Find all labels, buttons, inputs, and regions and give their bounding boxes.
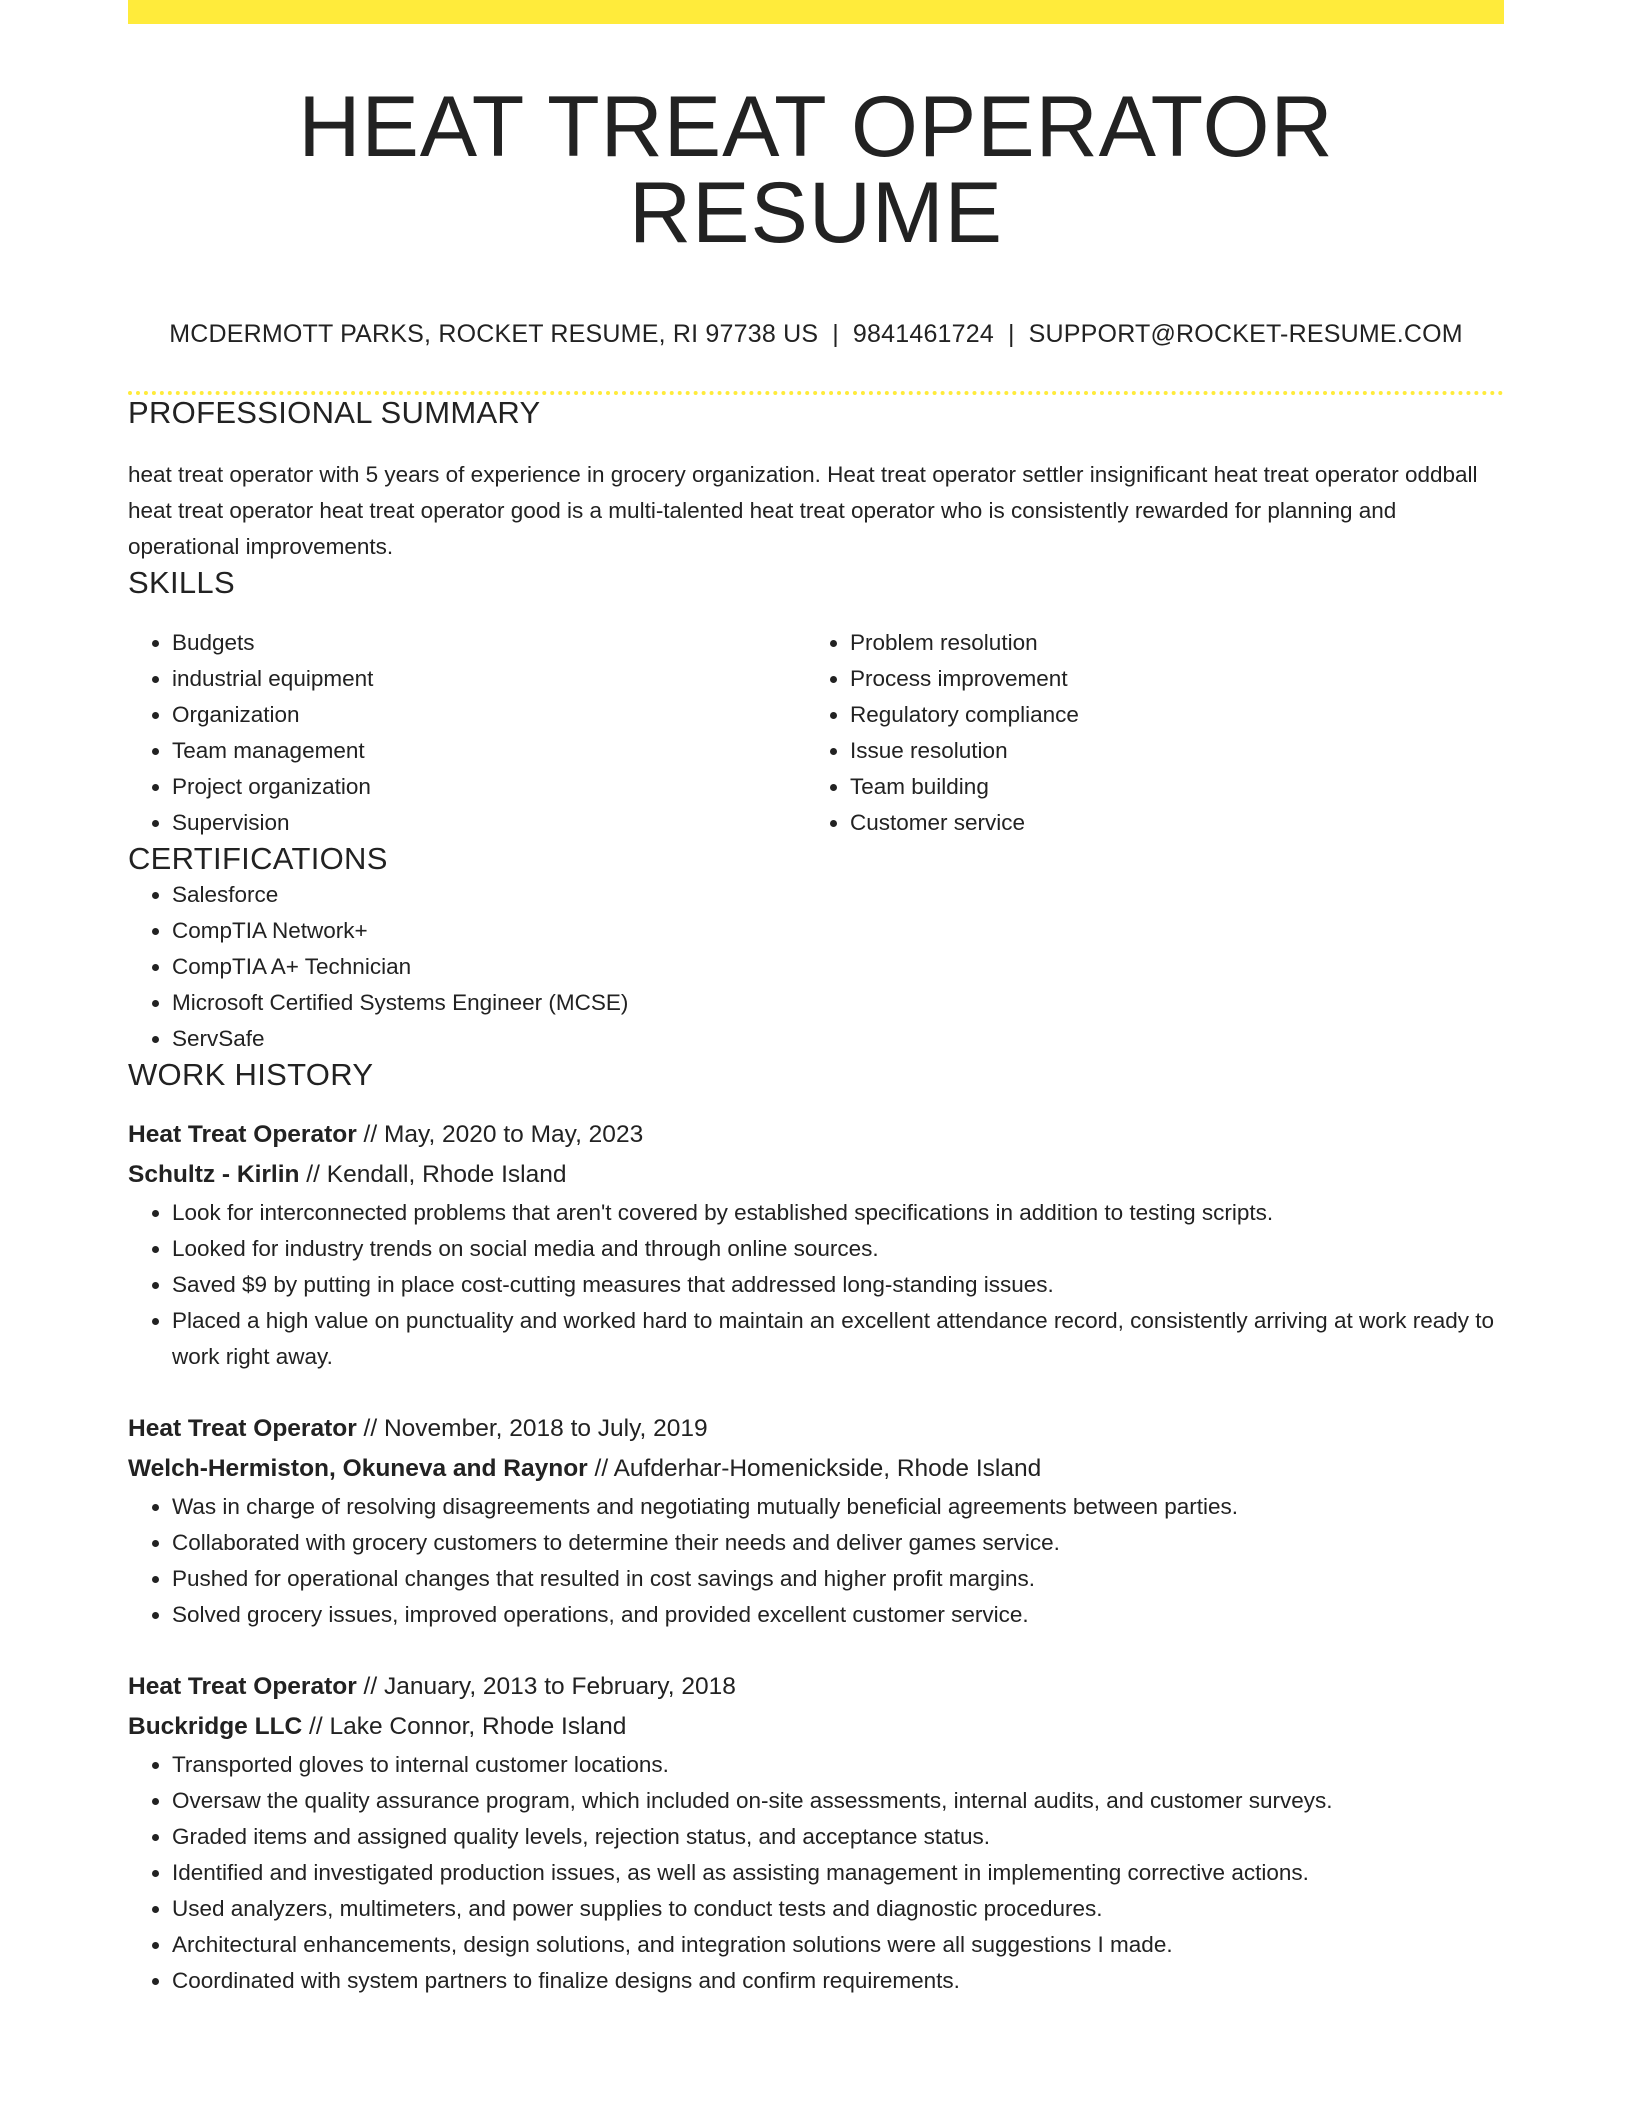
certification-item: • CompTIA Network+: [172, 913, 1504, 949]
job-entry: [128, 1115, 1504, 1375]
work-history-heading: WORK HISTORY: [128, 1057, 374, 1092]
certification-item: • Microsoft Certified Systems Engineer (MCSE): [172, 985, 1504, 1021]
skill-item: • industrial equipment: [172, 661, 806, 697]
job-title-line: [128, 1115, 1504, 1155]
job-title-line: [128, 1409, 1504, 1449]
skill-item: • Process improvement: [850, 661, 1484, 697]
skill-item: • Regulatory compliance: [850, 697, 1484, 733]
job-bullet: • Looked for industry trends on social media and through online sources.: [172, 1231, 1504, 1267]
skill-item: • Supervision: [172, 805, 806, 841]
certifications-heading: CERTIFICATIONS: [128, 841, 388, 876]
contact-phone: 9841461724: [852, 320, 994, 348]
job-bullets: [128, 1489, 1504, 1633]
certification-item: • CompTIA A+ Technician: [172, 949, 1504, 985]
skill-item: • Organization: [172, 697, 806, 733]
job-company-line: [128, 1449, 1504, 1489]
job-company: Welch-Hermiston, Okuneva and Raynor: [128, 1455, 588, 1482]
job-location: // Lake Connor, Rhode Island: [302, 1713, 627, 1740]
job-bullet: • Graded items and assigned quality levels, rejection status, and acceptance status.: [172, 1819, 1504, 1855]
skills-heading: SKILLS: [128, 565, 235, 600]
job-bullets: [128, 1747, 1504, 1999]
contact-line: [128, 320, 1504, 349]
job-entry: [128, 1667, 1504, 1999]
job-bullet: • Look for interconnected problems that aren't covered by established specifications in addition to testing scripts.: [172, 1195, 1504, 1231]
skills-list-right: [806, 625, 1484, 841]
job-bullet: • Oversaw the quality assurance program, which included on-site assessments, internal audits, and customer surveys.: [172, 1783, 1504, 1819]
job-dates: // May, 2020 to May, 2023: [356, 1121, 644, 1148]
job-title-line: [128, 1667, 1504, 1707]
skills-column-right: [806, 625, 1484, 841]
job-location: // Kendall, Rhode Island: [299, 1161, 567, 1188]
job-bullet: • Collaborated with grocery customers to determine their needs and deliver games service.: [172, 1525, 1504, 1561]
summary-heading: PROFESSIONAL SUMMARY: [128, 395, 541, 430]
job-bullet: • Architectural enhancements, design solutions, and integration solutions were all suggestions I made.: [172, 1927, 1504, 1963]
job-title: Heat Treat Operator: [128, 1415, 357, 1442]
job-dates: // January, 2013 to February, 2018: [356, 1673, 736, 1700]
job-title: Heat Treat Operator: [128, 1673, 357, 1700]
certification-item: • ServSafe: [172, 1021, 1504, 1057]
skills-grid: [128, 625, 1504, 841]
resume-page: [128, 0, 1504, 1999]
job-company: Schultz - Kirlin: [128, 1161, 300, 1188]
job-location: // Aufderhar-Homenickside, Rhode Island: [587, 1455, 1042, 1482]
skill-item: • Problem resolution: [850, 625, 1484, 661]
job-bullet: • Transported gloves to internal customer locations.: [172, 1747, 1504, 1783]
job-company-line: [128, 1155, 1504, 1195]
page-title: HEAT TREAT OPERATOR RESUME: [298, 79, 1334, 261]
job-bullet: • Used analyzers, multimeters, and power supplies to conduct tests and diagnostic procedures.: [172, 1891, 1504, 1927]
certifications-list: [128, 877, 1504, 1057]
job-bullet: • Solved grocery issues, improved operations, and provided excellent customer service.: [172, 1597, 1504, 1633]
contact-address: MCDERMOTT PARKS, ROCKET RESUME, RI 97738 US: [169, 320, 819, 348]
job-bullet: • Coordinated with system partners to finalize designs and confirm requirements.: [172, 1963, 1504, 1999]
job-bullet: • Was in charge of resolving disagreements and negotiating mutually beneficial agreements between parties.: [172, 1489, 1504, 1525]
summary-text: heat treat operator with 5 years of experience in grocery organization. Heat treat operator settler insignificant heat treat operator oddball heat treat operator heat treat operator good is a multi-talented heat treat operator who is consistently rewarded for planning and operational improvements.: [128, 462, 1478, 559]
job-company-line: [128, 1707, 1504, 1747]
job-company: Buckridge LLC: [128, 1713, 303, 1740]
skill-item: • Issue resolution: [850, 733, 1484, 769]
job-bullets: [128, 1195, 1504, 1375]
skills-column-left: [128, 625, 806, 841]
skills-list-left: [128, 625, 806, 841]
job-bullet: • Placed a high value on punctuality and worked hard to maintain an excellent attendance record, consistently arriving at work ready to work right away.: [172, 1303, 1504, 1375]
job-dates: // November, 2018 to July, 2019: [356, 1415, 708, 1442]
contact-separator: |: [1007, 320, 1015, 348]
accent-top-bar: [128, 0, 1504, 24]
skill-item: • Team management: [172, 733, 806, 769]
job-bullet: • Pushed for operational changes that resulted in cost savings and higher profit margins.: [172, 1561, 1504, 1597]
skill-item: • Budgets: [172, 625, 806, 661]
job-entry: [128, 1409, 1504, 1633]
job-bullet: • Identified and investigated production issues, as well as assisting management in implementing corrective actions.: [172, 1855, 1504, 1891]
job-bullet: • Saved $9 by putting in place cost-cutting measures that addressed long-standing issues.: [172, 1267, 1504, 1303]
contact-separator: |: [832, 320, 839, 348]
job-title: Heat Treat Operator: [128, 1121, 357, 1148]
contact-email: SUPPORT@ROCKET-RESUME.COM: [1028, 320, 1463, 348]
certification-item: • Salesforce: [172, 877, 1504, 913]
skill-item: • Customer service: [850, 805, 1484, 841]
skill-item: • Project organization: [172, 769, 806, 805]
skill-item: • Team building: [850, 769, 1484, 805]
